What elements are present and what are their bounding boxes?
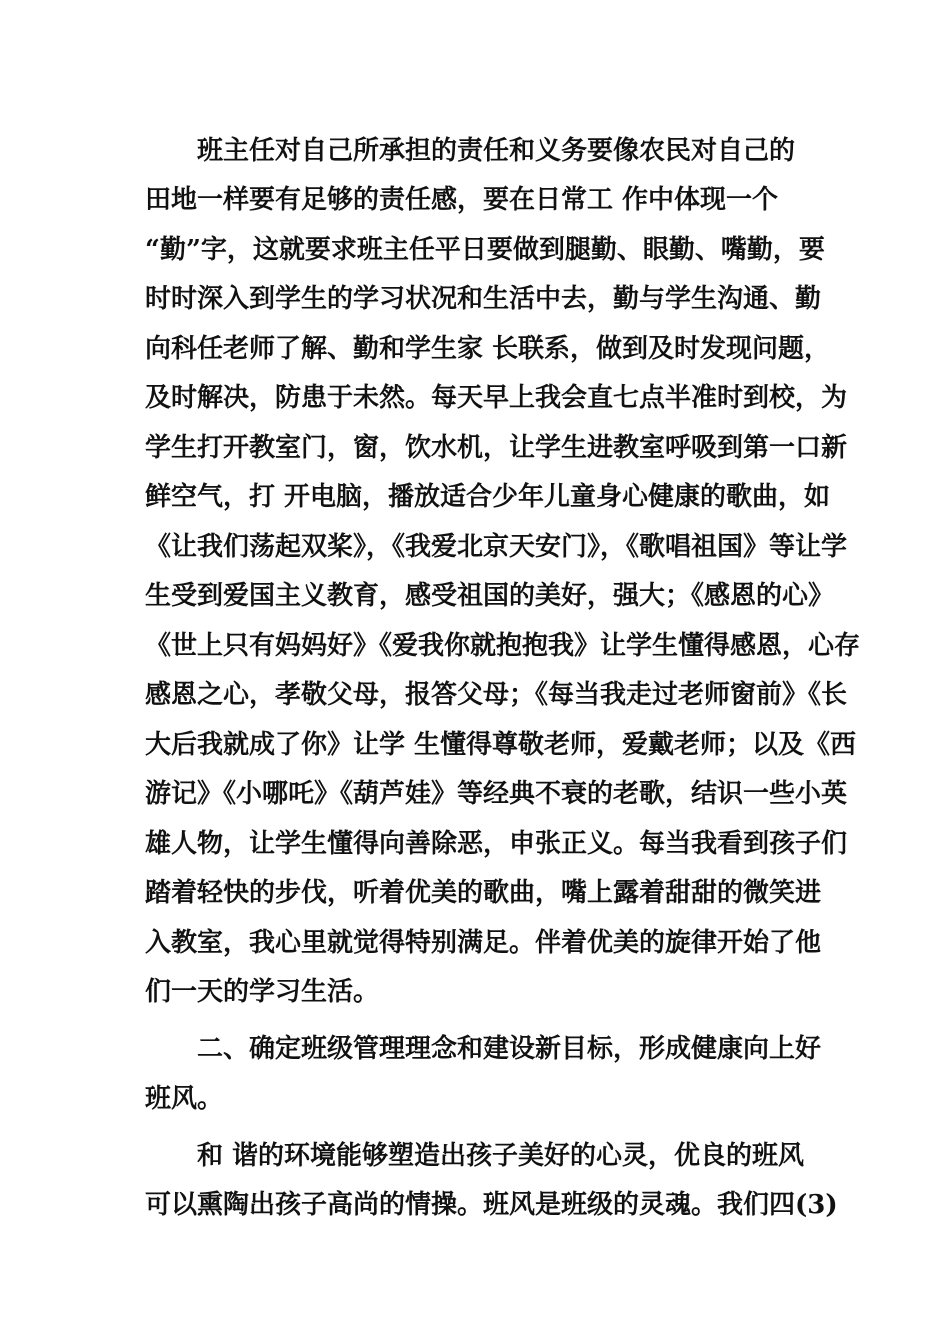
paragraph-1-line-7: 学生打开教室门，窗，饮水机，让学生进教室呼吸到第一口新 — [145, 433, 848, 463]
paragraph-1-line-4: 时时深入到学生的学习状况和生活中去，勤与学生沟通、勤 — [145, 284, 822, 314]
section-heading-line-2: 班风。 — [145, 1084, 224, 1114]
paragraph-1-line-12: 感恩之心，孝敬父母，报答父母；《每当我走过老师窗前》《长 — [145, 680, 848, 710]
paragraph-1-line-9: 《让我们荡起双桨》，《我爱北京天安门》，《歌唱祖国》等让学 — [145, 532, 848, 562]
paragraph-1-line-15: 雄人物，让学生懂得向善除恶，申张正义。每当我看到孩子们 — [145, 829, 848, 859]
paragraph-1-line-6: 及时解决，防患于未然。每天早上我会直七点半准时到校，为 — [145, 383, 848, 413]
paragraph-3-line-1: 和 谐的环境能够塑造出孩子美好的心灵，优良的班风 — [197, 1141, 805, 1171]
paragraph-1-line-2: 田地一样要有足够的责任感，要在日常工 作中体现一个 — [145, 185, 779, 215]
paragraph-1-line-1: 班主任对自己所承担的责任和义务要像农民对自己的 — [197, 136, 796, 166]
section-heading-line-1: 二、确定班级管理理念和建设新目标，形成健康向上好 — [197, 1034, 822, 1064]
paragraph-1-line-10: 生受到爱国主义教育，感受祖国的美好，强大；《感恩的心》 — [145, 581, 835, 611]
paragraph-1-line-13: 大后我就成了你》让学 生懂得尊敬老师，爱戴老师；以及《西 — [145, 730, 857, 760]
paragraph-1-line-14: 游记》《小哪吒》《葫芦娃》等经典不衰的老歌，结识一些小英 — [145, 779, 848, 809]
paragraph-1-line-3: “勤”字，这就要求班主任平日要做到腿勤、眼勤、嘴勤，要 — [145, 235, 825, 265]
paragraph-1-line-11: 《世上只有妈妈好》《爱我你就抱抱我》让学生懂得感恩，心存 — [145, 631, 861, 661]
paragraph-1-line-17: 入教室，我心里就觉得特别满足。伴着优美的旋律开始了他 — [145, 928, 822, 958]
paragraph-3-line-2: 可以熏陶出孩子高尚的情操。班风是班级的灵魂。我们四(3) — [145, 1190, 838, 1220]
paragraph-1-line-5: 向科任老师了解、勤和学生家 长联系，做到及时发现问题， — [145, 334, 831, 364]
paragraph-1-line-18: 们一天的学习生活。 — [145, 977, 380, 1007]
paragraph-1-line-8: 鲜空气，打 开电脑，播放适合少年儿童身心健康的歌曲，如 — [145, 482, 831, 512]
paragraph-1-line-16: 踏着轻快的步伐，听着优美的歌曲，嘴上露着甜甜的微笑进 — [145, 878, 822, 908]
